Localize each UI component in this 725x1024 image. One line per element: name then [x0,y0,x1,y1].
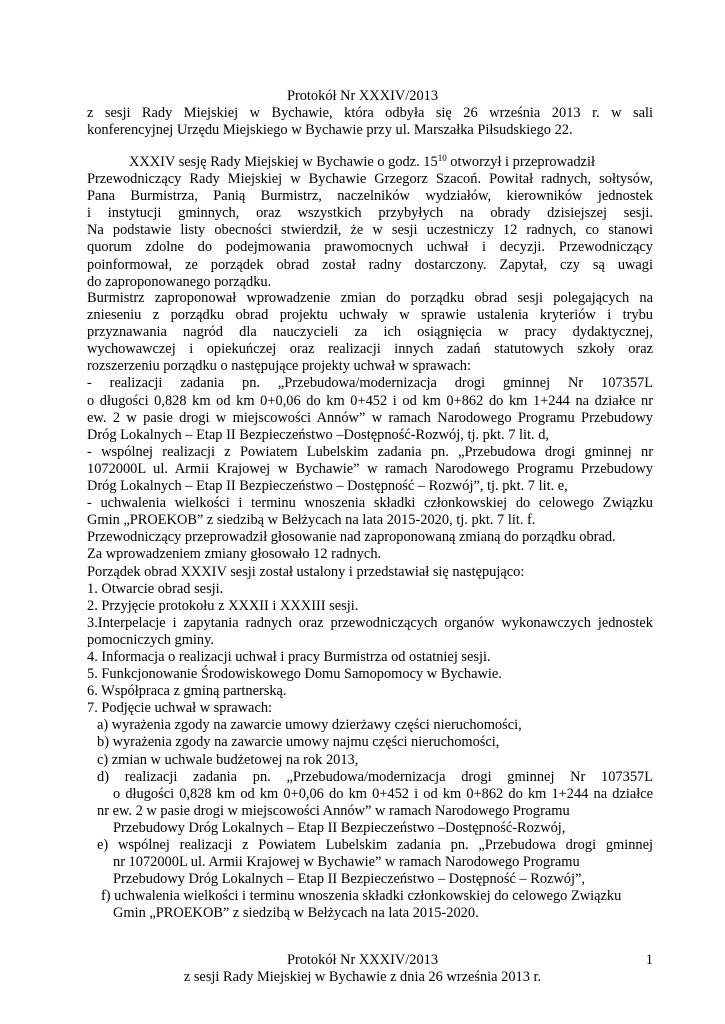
opening-line: quorum zdolne do podejmowania prawomocnych uchwał i decyzji. Przewodniczący [87,239,653,256]
agenda-subitem: nr 1072000L ul. Armii Krajowej w Bychawie” w ramach Narodowego Programu [113,854,580,871]
body-line: wychowawczej i opiekuńczej oraz realizacji innych zadań statutowych szkoły oraz [87,341,653,358]
opening-line: Pana Burmistrza, Panią Burmistrz, naczelników wydziałów, kierowników jednostek [87,188,653,205]
agenda-subitem: Przebudowy Dróg Lokalnych – Etap II Bezpieczeństwo – Dostępność – Rozwój”, [113,871,585,888]
subtitle-line: konferencyjnej Urzędu Miejskiego w Bychawie przy ul. Marszałka Piłsudskiego 22. [87,122,573,139]
agenda-item: 4. Informacja o realizacji uchwał i pracy Burmistrza od ostatniej sesji. [87,648,491,665]
document-subtitle [87,105,653,139]
opening-line: Na podstawie listy obecności stwierdził, że w sesji uczestniczy 12 radnych, co stanowi [87,222,653,239]
agenda-subitem: Przebudowy Dróg Lokalnych – Etap II Bezpieczeństwo –Dostępność-Rozwój, [113,819,566,836]
opening-line [87,154,653,171]
body-line: 1072000L ul. Armii Krajowej w Bychawie” w ramach Narodowego Programu Przebudowy [87,460,653,477]
page-number: 1 [645,952,653,968]
body-line: - wspólnej realizacji z Powiatem Lubelskim zadania pn. „Przebudowa drogi gminnej nr [87,443,653,460]
body-line: Przewodniczący przeprowadził głosowanie nad zaproponowaną zmianą do porządku obrad. [87,529,616,546]
agenda-subitem: nr ew. 2 w pasie drogi w miejscowości Annów” w ramach Narodowego Programu [97,802,570,819]
document-title: Protokół Nr XXXIV/2013 [286,88,439,104]
body-line: - realizacji zadania pn. „Przebudowa/modernizacja drogi gminnej Nr 107357L [87,375,653,392]
agenda-item: 6. Współpraca z gminą partnerską. [87,683,287,700]
agenda-subitem: o długości 0,828 km od km 0+0,06 do km 0+452 i od km 0+862 do km 1+244 na działce [113,785,653,802]
opening-line: Przewodniczący Rady Miejskiej w Bychawie Grzegorz Szacoń. Powitał radnych, sołtysów, [87,171,653,188]
agenda-subitem: c) zmian w uchwale budżetowej na rok 2013, [97,751,359,768]
agenda-subitem: d) realizacji zadania pn. „Przebudowa/modernizacja drogi gminnej Nr 107357L [97,768,653,785]
opening-line: poinformował, ze porządek obrad został radny dostarczony. Zapytał, czy są uwagi [87,256,653,273]
agenda-subitem: a) wyrażenia zgody na zawarcie umowy dzierżawy części nieruchomości, [97,717,522,734]
body-line: znieseniu z porządku obrad projektu uchwały w sprawie ustalenia kryteriów i trybu [87,307,653,324]
opening-text: XXXIV sesję Rady Miejskiej w Bychawie o godz. 15 [129,154,438,170]
body-line: Dróg Lokalnych – Etap II Bezpieczeństwo – Dostępność – Rozwój”, tj. pkt. 7 lit. e, [87,478,568,495]
opening-line: i instytucji gminnych, oraz wszystkich przybyłych na obrady dzisiejszej sesji. [87,205,653,222]
opening-line: do zaproponowanego porządku. [87,273,272,290]
agenda-item: 5. Funkcjonowanie Środowiskowego Domu Samopomocy w Bychawie. [87,666,502,683]
body-line: Dróg Lokalnych – Etap II Bezpieczeństwo –Dostępność-Rozwój, tj. pkt. 7 lit. d, [87,426,549,443]
body-line: Gmin „PROEKOB” z siedzibą w Bełżycach na lata 2015-2020, tj. pkt. 7 lit. f. [87,512,536,529]
body-line: o długości 0,828 km od km 0+0,06 do km 0+452 i od km 0+862 do km 1+244 na działce nr [87,392,653,409]
footer-subtitle: z sesji Rady Miejskiej w Bychawie z dnia 26 września 2013 r. [183,969,542,985]
subtitle-line: z sesji Rady Miejskiej w Bychawie, która odbyła się 26 września 2013 r. w sali [87,105,653,121]
body-line: Burmistrz zaproponował wprowadzenie zmian do porządku obrad sesji polegających na [87,290,653,306]
body-line: Porządek obrad XXXIV sesji został ustalony i przedstawiał się następująco: [87,563,525,580]
agenda-item: 3.Interpelacje i zapytania radnych oraz przewodniczących organów wykonawczych jednostek [87,614,653,631]
agenda-item: 2. Przyjęcie protokołu z XXXII i XXXIII sesji. [87,597,359,614]
footer-title: Protokół Nr XXXIV/2013 [286,952,439,968]
agenda-subitem: e) wspólnej realizacji z Powiatem Lubelskim zadania pn. „Przebudowa drogi gminnej [97,837,653,853]
agenda-subitem: b) wyrażenia zgody na zawarcie umowy najmu części nieruchomości, [97,734,500,751]
body-line: przyznawania nagród dla nauczycieli za ich osiągnięcia w pracy dydaktycznej, [87,324,653,341]
body-line: Za wprowadzeniem zmiany głosowało 12 radnych. [87,546,382,563]
opening-paragraph [87,154,653,291]
opening-text: otworzył i przeprowadził [446,154,595,170]
document-body [87,290,653,922]
body-line: ew. 2 w pasie drogi w miejscowości Annów” w ramach Narodowego Programu Przebudowy [87,409,653,426]
body-line: - uchwalenia wielkości i terminu wnoszenia składki członkowskiej do celowego Związku [87,495,653,512]
agenda-item: 1. Otwarcie obrad sesji. [87,580,224,597]
body-line: rozszerzeniu porządku o następujące projekty uchwał w sprawach: [87,358,471,375]
agenda-item: 7. Podjęcie uchwał w sprawach: [87,700,273,717]
agenda-item: pomocniczych gminy. [87,631,214,648]
agenda-subitem: f) uchwalenia wielkości i terminu wnoszenia składki członkowskiej do celowego Związku [101,888,622,905]
time-superscript: 10 [437,153,447,163]
agenda-subitem: Gmin „PROEKOB” z siedzibą w Bełżycach na lata 2015-2020. [113,905,479,922]
